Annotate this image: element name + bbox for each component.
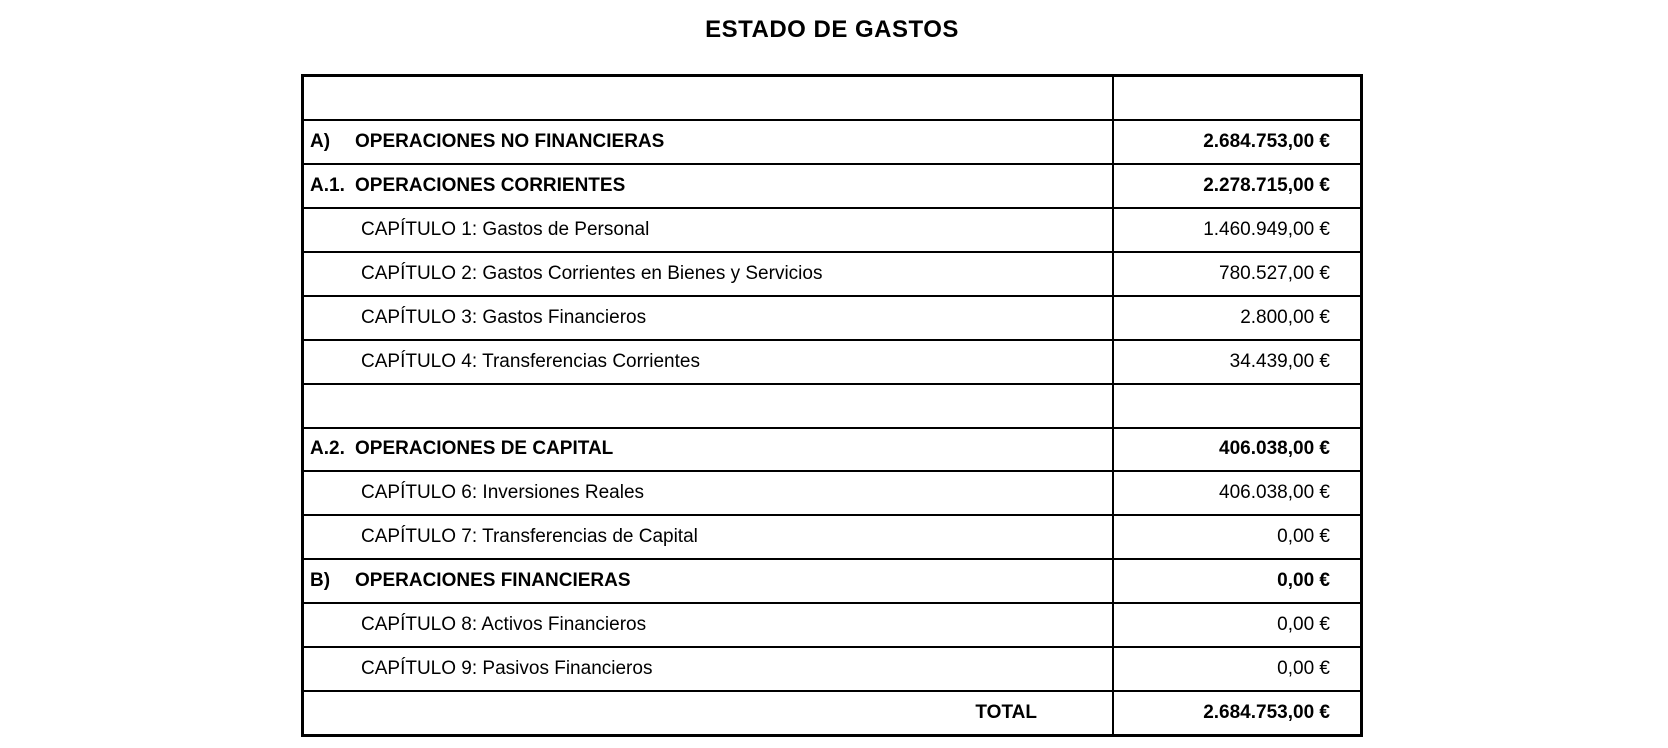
expenses-table [301,74,1363,737]
table-row-chapter-6 [304,339,1360,383]
concept-cell [304,165,1112,207]
row-label: OPERACIONES DE CAPITAL [355,438,614,460]
row-label: CAPÍTULO 7: Transferencias de Capital [361,526,698,548]
table-row-chapter-12 [304,602,1360,646]
amount-cell [1112,385,1360,427]
row-label: CAPÍTULO 2: Gastos Corrientes en Bienes y Servicios [361,262,823,284]
row-amount: 0,00 € [1277,570,1330,592]
row-amount: 0,00 € [1277,526,1330,548]
amount-cell [1112,77,1360,119]
table-row-chapter-13 [304,646,1360,690]
table-row-chapter-10 [304,514,1360,558]
table-row-chapter-4 [304,251,1360,295]
row-prefix: A) [310,130,331,152]
table-row-section-1 [304,119,1360,163]
row-amount: 406.038,00 € [1219,482,1330,504]
concept-cell [304,297,1112,339]
amount-cell [1112,692,1360,734]
amount-cell [1112,209,1360,251]
concept-cell [304,341,1112,383]
concept-cell [304,385,1112,427]
table-row-section-8 [304,427,1360,471]
row-amount: 0,00 € [1277,658,1330,680]
concept-cell [304,604,1112,646]
row-amount: 780.527,00 € [1219,262,1330,284]
row-label: CAPÍTULO 3: Gastos Financieros [361,306,647,328]
amount-cell [1112,121,1360,163]
row-amount: 0,00 € [1277,614,1330,636]
row-label: OPERACIONES NO FINANCIERAS [355,130,665,152]
concept-cell [304,560,1112,602]
amount-cell [1112,341,1360,383]
page-title: ESTADO DE GASTOS [705,16,959,43]
amount-cell [1112,297,1360,339]
amount-cell [1112,472,1360,514]
amount-cell [1112,604,1360,646]
concept-cell [304,253,1112,295]
table-row-chapter-5 [304,295,1360,339]
table-row-header-0 [304,77,1360,119]
concept-cell [304,209,1112,251]
amount-cell [1112,253,1360,295]
amount-cell [1112,165,1360,207]
amount-cell [1112,516,1360,558]
table-row-chapter-3 [304,207,1360,251]
row-label: TOTAL [975,702,1037,724]
row-prefix: A.1. [310,174,345,196]
row-prefix: A.2. [310,438,345,460]
row-amount: 2.278.715,00 € [1203,174,1330,196]
concept-cell [304,472,1112,514]
table-row-spacer-7 [304,383,1360,427]
concept-cell [304,77,1112,119]
amount-cell [1112,560,1360,602]
row-label: CAPÍTULO 4: Transferencias Corrientes [361,350,700,372]
table-row-total-14 [304,690,1360,734]
row-amount: 1.460.949,00 € [1203,218,1330,240]
row-prefix: B) [310,570,331,592]
row-amount: 406.038,00 € [1219,438,1330,460]
row-amount: 2.684.753,00 € [1203,130,1330,152]
row-label: OPERACIONES FINANCIERAS [355,570,631,592]
amount-cell [1112,429,1360,471]
table-row-section-2 [304,163,1360,207]
table-row-section-11 [304,558,1360,602]
amount-cell [1112,648,1360,690]
concept-cell [304,429,1112,471]
row-label: CAPÍTULO 1: Gastos de Personal [361,218,650,240]
row-amount: 34.439,00 € [1229,350,1330,372]
concept-cell [304,648,1112,690]
concept-cell [304,516,1112,558]
concept-cell [304,692,1112,734]
row-label: CAPÍTULO 8: Activos Financieros [361,614,647,636]
row-amount: 2.800,00 € [1240,306,1330,328]
row-amount: 2.684.753,00 € [1203,702,1330,724]
table-row-chapter-9 [304,470,1360,514]
concept-cell [304,121,1112,163]
row-label: CAPÍTULO 6: Inversiones Reales [361,482,645,504]
row-label: CAPÍTULO 9: Pasivos Financieros [361,658,653,680]
row-label: OPERACIONES CORRIENTES [355,174,626,196]
